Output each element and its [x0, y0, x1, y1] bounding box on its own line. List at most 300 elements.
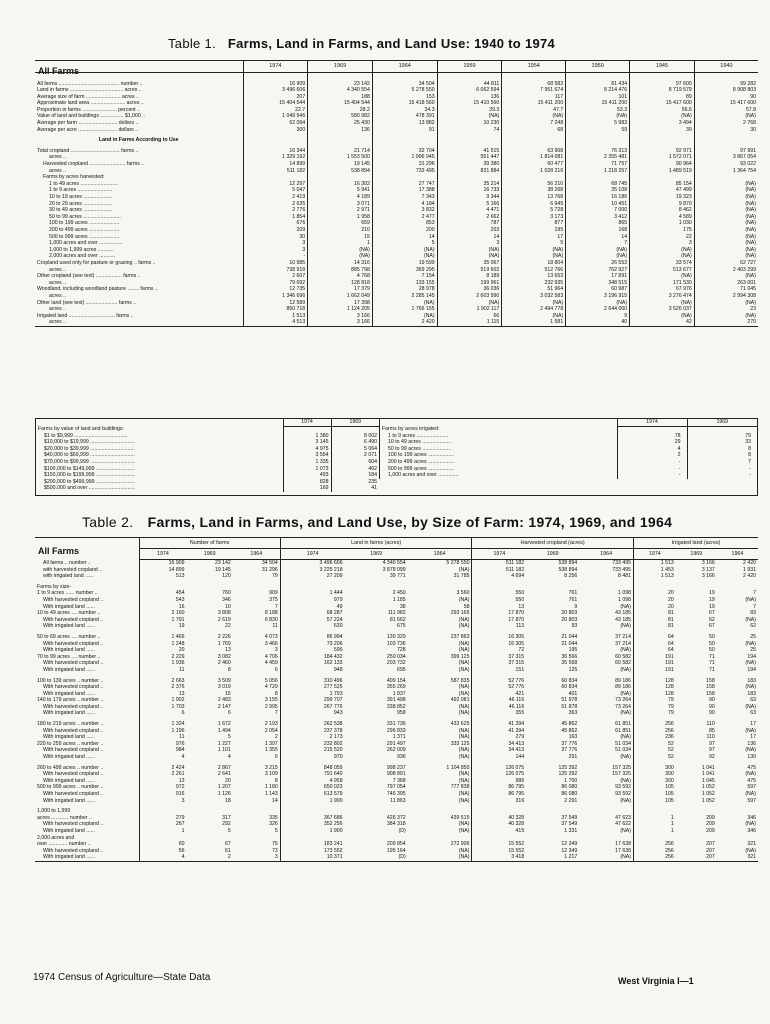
table2-cell: 61: [225, 847, 231, 854]
table1-cell: 263 001: [694, 280, 758, 287]
table2-cell: 22: [225, 623, 231, 630]
table1-cell: (NA): [566, 300, 630, 307]
table2-row-label: With irrigated land ......: [43, 666, 95, 673]
table2-cell: 2 261: [139, 771, 186, 778]
table2-cell: 409 154: [386, 677, 406, 684]
table1-cell: 1 572 071: [630, 154, 695, 161]
table1-cell: 7 000: [566, 207, 630, 214]
table2-cell: 1 513: [634, 573, 676, 580]
table2-cell: [472, 835, 526, 842]
table1-cell: 5 941: [308, 187, 373, 194]
table2-row-label: 50 to 69 acres .... number ..: [37, 633, 101, 640]
table2-cell: 20: [634, 604, 676, 611]
table2-cell: (NA): [458, 616, 470, 623]
table1-cell: 53.3: [566, 107, 630, 114]
table2-cell: 2 867: [217, 764, 231, 771]
table2-year-header: 1974: [139, 549, 186, 560]
table2-cell: 279: [139, 815, 186, 822]
table1-section-row: [35, 133, 758, 148]
table1-cell: 209: [243, 227, 308, 234]
table2-cell: 93 592: [615, 791, 631, 797]
table2-cell: 237 863: [450, 633, 470, 640]
table1-cell: 85 154: [630, 181, 695, 188]
table1-cell: 8 719 579: [630, 87, 695, 94]
table2-cell: 300: [634, 771, 676, 778]
table2-cell: 16 909: [139, 560, 186, 567]
table2-cell: [408, 835, 472, 842]
table1-cell: 2 420: [372, 319, 437, 326]
value-row-label: $40,000 to $69,999 ...............................: [44, 452, 135, 459]
table1-cell: 13 882: [372, 120, 437, 127]
table1-cell: (NA): [308, 253, 373, 260]
table1-year-header: 1959: [437, 61, 502, 73]
table2-cell: [280, 808, 344, 815]
table2-cell: 105: [634, 784, 676, 791]
value-cell: 41: [331, 485, 379, 492]
table1-cell: 1 553 500: [308, 154, 373, 161]
table2-cell: 7 368: [392, 777, 406, 784]
table1-cell: 1 996 945: [372, 154, 437, 161]
table2-cell: 321: [747, 854, 756, 861]
table1-cell: (NA): [372, 300, 437, 307]
table2-cell: 13: [139, 691, 186, 698]
table2-cell: 733 495: [612, 566, 631, 573]
table2-cell: [186, 808, 232, 815]
table2-cell: (NA): [745, 747, 756, 754]
table1-row-label: 10 to 19 acres ....................: [49, 194, 113, 200]
table2-cell: 291: [568, 754, 578, 761]
table1-row: [35, 313, 758, 320]
irrigated-row: [380, 459, 758, 466]
table2-cell: 17 870: [472, 617, 526, 624]
value-row-label: $1 to $9,999 .....................................: [44, 432, 128, 439]
table2-cell: 207: [706, 847, 715, 854]
table1-row: [35, 127, 758, 134]
table2-cell: 1 217: [564, 854, 578, 861]
table2-cell: 256: [634, 854, 676, 861]
table1-cell: 23 142: [308, 81, 373, 88]
value-box-left: [36, 419, 379, 492]
table2-row-label: 140 to 179 acres .. number ..: [37, 697, 104, 704]
table1-cell: 23: [694, 306, 758, 313]
table2-cell: [233, 808, 280, 815]
table2-cell: 2 420: [743, 560, 756, 566]
table2-cell: 71: [709, 660, 715, 667]
table2-cell: 50: [709, 633, 715, 640]
table2-cell: 6 830: [264, 616, 278, 623]
table1-cell: 1 489 519: [630, 168, 695, 175]
value-cell: 235: [331, 479, 379, 486]
table2-row-label: 2,000 acres and: [37, 834, 75, 841]
table2-cell: 17 638: [615, 841, 631, 848]
table1-cell: [630, 174, 695, 181]
table2-title: [82, 514, 672, 530]
table1-row: [35, 293, 758, 300]
table1-spacer-cell: [35, 73, 243, 81]
table2-cell: 1 466: [139, 634, 186, 641]
table2-cell: [634, 835, 676, 842]
table1-cell: 207: [243, 94, 308, 101]
table2-row: [35, 623, 758, 630]
table2-cell: 85: [709, 727, 715, 734]
table2-cell: (NA): [620, 854, 631, 861]
table1-row: [35, 240, 758, 247]
table2-cell: 267 776: [280, 704, 344, 711]
table2-cell: 630: [280, 623, 344, 630]
table2-cell: 277 525: [280, 684, 344, 691]
table2-cell: 49: [280, 604, 344, 611]
table2-cell: (NA): [620, 647, 631, 654]
table2-cell: 51 878: [561, 703, 578, 710]
table2-cell: 6: [274, 666, 278, 673]
table2-cell: 1 791: [139, 617, 186, 624]
table2-row: [35, 815, 758, 822]
table2-cell: 2 173: [280, 734, 344, 741]
table2-cell: [345, 835, 408, 842]
table2-corner: [35, 538, 139, 560]
table2-cell: 126 075: [472, 765, 526, 772]
table1-row-label: Value of land and buildings ................ $1,000 ..: [37, 113, 146, 120]
table2-cell: 105: [634, 791, 676, 798]
table1-cell: 41 515: [437, 148, 502, 155]
table2-cell: 89 186: [615, 677, 631, 684]
table1-cell: 3 032 583: [502, 293, 566, 300]
table2-row-label: With harvested cropland ..: [43, 616, 104, 623]
table1-cell: 3: [243, 240, 308, 247]
table2-cell: 1 703: [139, 704, 186, 711]
table2-cell: 1 052: [701, 784, 715, 791]
table2-cell: 399 125: [450, 653, 470, 660]
table1-cell: 47 499: [630, 187, 695, 194]
table1-row-label: Harvested cropland ......................... farms ..: [43, 161, 145, 168]
table1-cell: 7 248: [502, 120, 566, 127]
table1-cell: (NA): [630, 247, 695, 254]
table2-row: [35, 697, 758, 704]
table1-cell: 33 574: [630, 260, 695, 267]
table2-cell: 267: [139, 821, 186, 828]
table2-cell: 998 237: [386, 764, 406, 771]
table1-cell: 14 899: [243, 161, 308, 168]
table2-cell: 513: [139, 573, 186, 580]
table2-cell: 475: [747, 777, 756, 784]
table2-cell: (D): [398, 854, 406, 861]
table2-cell: 317: [222, 814, 231, 821]
table2-cell: 144: [472, 754, 526, 761]
table1-year-header: 1969: [308, 61, 373, 73]
table1-cell: 1 124 205: [308, 306, 373, 313]
table1-cell: 22: [630, 234, 695, 241]
table1-cell: 1 662 049: [308, 293, 373, 300]
table1-cell: 76 313: [566, 148, 630, 155]
table1-cell: 762 927: [566, 267, 630, 274]
table2-year-header: 1964: [233, 549, 280, 560]
table2-cell: 1 837: [392, 690, 406, 697]
table2-cell: (NA): [620, 734, 631, 741]
table2-cell: 13: [225, 647, 231, 654]
table1-row-label: Woodland, including woodland pasture ........ farms ..: [37, 286, 158, 293]
table2-cell: [579, 835, 633, 842]
table2-cell: 56: [139, 848, 186, 855]
table2-cell: 8: [227, 666, 231, 673]
table1-cell: 128 818: [308, 280, 373, 287]
table2-cell: 209: [706, 821, 715, 828]
irrigated-cell: 33: [687, 439, 757, 446]
table2-cell: 40 328: [472, 821, 526, 828]
table2-cell: 11: [272, 623, 278, 630]
irrigated-row-label: 1,000 acres and over ..............: [388, 472, 459, 479]
table1-cell: 1: [308, 240, 373, 247]
table1-cell: 4 471: [437, 207, 502, 214]
table1-cell: (NA): [630, 273, 695, 280]
table1-row-label: acres ..: [49, 292, 67, 299]
table2-row: [35, 647, 758, 654]
table2-cell: 5 056: [264, 677, 278, 684]
table1-cell: 3 071: [308, 201, 373, 208]
table1-cell: (NA): [630, 313, 695, 320]
table1-cell: [372, 174, 437, 181]
table2-cell: 2 619: [217, 616, 231, 623]
table2-cell: 125 392: [558, 771, 578, 778]
table2-cell: [579, 584, 633, 591]
table2-cell: 10 371: [280, 854, 344, 861]
table2-cell: 421: [472, 691, 526, 698]
table1-cell: 68 583: [502, 81, 566, 88]
irrigated-cell: 29: [617, 439, 687, 446]
table2-cell: (NA): [458, 684, 470, 691]
table1-cell: (NA): [694, 181, 758, 188]
table2-cell: 4 706: [264, 653, 278, 660]
table2-cell: 3 109: [264, 771, 278, 778]
table1-cell: 15 417 600: [630, 100, 695, 107]
table1-row-label: Cropland used only for pasture or grazing .. farms ..: [37, 259, 156, 266]
table2-cell: (NA): [620, 710, 631, 717]
table1-cell: 14 316: [308, 260, 373, 267]
table2-cell: 86 994: [280, 634, 344, 641]
table1-cell: 4 189: [308, 194, 373, 201]
table2-cell: [408, 584, 472, 591]
table2-row: [35, 798, 758, 805]
table1-cell: 6 062 594: [437, 87, 502, 94]
table2-cell: 2 193: [264, 721, 278, 728]
table2-cell: [472, 584, 526, 591]
table2-row-label: 1 to 9 acres ...... number ..: [37, 590, 98, 597]
table2-cell: (NA): [458, 703, 470, 710]
table2-year-header: 1964: [408, 549, 472, 560]
table1-row-label: 100 to 199 acres .....................: [49, 220, 120, 227]
table1-row: [35, 253, 758, 260]
table2-label: Table 2.: [82, 514, 134, 530]
table2-cell: 86 080: [561, 791, 578, 797]
table1-row: [35, 94, 758, 101]
table1-cell: 2 644 000: [566, 306, 630, 313]
table2-cell: 41 394: [472, 721, 526, 728]
table2-cell: 183 241: [280, 841, 344, 848]
table2-year-header: 1974: [280, 549, 344, 560]
table1-row-label: acres ..: [49, 279, 67, 286]
table2-row-label: With harvested cropland ..: [43, 821, 104, 828]
table2-cell: [408, 808, 472, 815]
table2-group-header: Harvested cropland (acres): [472, 538, 634, 549]
table2-cell: 943: [280, 710, 344, 717]
value-box-right-year: 1969: [687, 419, 757, 426]
table2-cell: 916: [139, 791, 186, 798]
table2-cell: 86 080: [561, 784, 578, 791]
table1-cell: (NA): [437, 113, 502, 120]
table1-cell: 3 276 474: [630, 293, 695, 300]
table2-cell: 73 206: [280, 641, 344, 648]
table1-cell: 16 344: [243, 148, 308, 155]
table2-cell: 173 552: [280, 848, 344, 855]
table2-cell: 3 137: [701, 566, 715, 573]
table2-cell: 355 269: [386, 684, 406, 691]
table2-cell: (NA): [458, 566, 470, 573]
value-box-left-year: 1969: [331, 419, 379, 426]
table2-row-label: 1,000 to 1,999: [37, 808, 71, 815]
table2-cell: 2 226: [217, 633, 231, 640]
table1-cell: 67 976: [630, 286, 695, 293]
value-cell: 604: [331, 459, 379, 466]
table2-cell: 1 397: [264, 740, 278, 747]
table2-cell: 908 891: [386, 771, 406, 778]
table2-cell: 797 054: [386, 784, 406, 791]
table2-year-header: 1969: [526, 549, 579, 560]
irrigated-cell: 7: [687, 459, 757, 466]
irrigated-cell: 8: [687, 446, 757, 453]
table2-cell: 550: [472, 590, 526, 597]
table1-cell: 733 495: [372, 168, 437, 175]
table2-cell: 1: [139, 828, 186, 835]
table2-row: [35, 641, 758, 648]
table2-cell: 128: [634, 684, 676, 691]
table2-cell: [139, 835, 186, 842]
table1-cell: 738 918: [243, 267, 308, 274]
table1-spacer-cell: [502, 73, 566, 81]
table1-row-label: 2,000 acres and over ...........: [49, 253, 116, 260]
irrigated-row-label: 100 to 199 acres ..................: [388, 452, 455, 459]
irrigated-cell: 8: [687, 452, 757, 459]
table2-year-header: 1964: [579, 549, 633, 560]
table1-cell: (NA): [630, 113, 695, 120]
table1-cell: 787: [437, 220, 502, 227]
table1-cell: (NA): [694, 201, 758, 208]
table2-row: [35, 848, 758, 855]
table2-cell: 1 041: [701, 764, 715, 771]
table2-cell: (NA): [620, 666, 631, 673]
table1-row-label: Average per acre ........................... dollars ..: [37, 126, 139, 133]
table2-row-label: with harvested cropland ..: [43, 566, 103, 573]
table2-cell: 17: [750, 734, 756, 741]
irrigated-cell: -: [687, 466, 757, 473]
table2-cell: 256: [634, 841, 676, 848]
irrigated-cell: 78: [617, 433, 687, 440]
table1-cell: 17 379: [308, 286, 373, 293]
value-row: [36, 452, 379, 459]
table2-cell: 2 460: [217, 660, 231, 667]
table2-cell: 79: [634, 710, 676, 717]
table1-row: [35, 300, 758, 307]
table1-cell: 36 036: [437, 286, 502, 293]
table2-cell: 183: [747, 677, 756, 684]
table2-row-label: with irrigated land ......: [43, 573, 94, 580]
table1-cell: 2 971: [308, 207, 373, 214]
table2-cell: 300: [634, 765, 676, 772]
table1-row: [35, 214, 758, 221]
table1-cell: 2 607: [243, 273, 308, 280]
table2-cell: 43 185: [615, 610, 631, 617]
table2-cell: 2 160: [139, 610, 186, 617]
table1-cell: 2 285 145: [372, 293, 437, 300]
table2-heading: Farms, Land in Farms, and Land Use, by Size of Farm: 1974, 1969, and 1964: [147, 514, 673, 530]
table1-cell: (NA): [630, 300, 695, 307]
table1-cell: 210: [308, 227, 373, 234]
table2-cell: 110: [706, 734, 715, 741]
table1-cell: 2 994 308: [694, 293, 758, 300]
table2-cell: [579, 808, 633, 815]
table1-cell: 93 022: [694, 161, 758, 168]
table2-cell: [280, 584, 344, 591]
table1-cell: 74: [437, 127, 502, 134]
table1-cell: 13 653: [502, 273, 566, 280]
table1-cell: 9 344: [437, 194, 502, 201]
table2-row-label: With irrigated land ......: [43, 827, 95, 834]
value-cell: 1 073: [283, 466, 331, 473]
table1-cell: 885 798: [308, 267, 373, 274]
table1-cell: 8 214 476: [566, 87, 630, 94]
table1-row-label: Proportion in farms ........................ percent ..: [37, 106, 140, 113]
table2-cell: 11: [139, 667, 186, 674]
table2-cell: 16: [139, 604, 186, 611]
table2-cell: 51 978: [561, 697, 578, 704]
table1-cell: 1 329 192: [243, 154, 308, 161]
table1-cell: 1 030: [630, 220, 695, 227]
table2-cell: 8 256: [564, 573, 578, 580]
table1-cell: (NA): [694, 227, 758, 234]
table2-cell: 979: [280, 597, 344, 604]
table1-cell: 17 891: [566, 273, 630, 280]
table2-cell: 86 795: [472, 784, 526, 791]
table2-cell: 3: [274, 854, 278, 861]
table2-row: [35, 784, 758, 791]
value-row: [36, 459, 379, 466]
value-box-left-body: [36, 433, 379, 492]
table2-year-header: 1969: [345, 549, 408, 560]
table1-cell: 850 718: [243, 306, 308, 313]
table2-cell: 130 329: [386, 633, 406, 640]
table1-spacer-cell: [630, 133, 695, 148]
table1-cell: 12 735: [243, 286, 308, 293]
value-cell: 1 380: [283, 433, 331, 440]
table1-cell: 2 477: [372, 214, 437, 221]
table2-cell: [345, 808, 408, 815]
table1-cell: 4 768: [308, 273, 373, 280]
table1-cell: 60 987: [566, 286, 630, 293]
value-cell: 5 064: [331, 446, 379, 453]
table2-cell: (NA): [745, 660, 756, 667]
table2-cell: 1 444: [280, 590, 344, 597]
table2-cell: 1 900: [280, 828, 344, 835]
table2-row: [35, 590, 758, 597]
table2-row-label: 500 to 999 acres .. number ..: [37, 784, 104, 791]
table2-cell: 4 459: [264, 660, 278, 667]
table1-cell: 56 210: [502, 181, 566, 188]
table1-cell: 8 908 803: [694, 87, 758, 94]
table2-cell: 73 264: [615, 697, 631, 704]
table2-cell: 256: [634, 728, 676, 735]
table2-cell: 62: [750, 623, 756, 630]
table2-cell: 20: [634, 590, 676, 597]
table2-cell: (NA): [458, 596, 470, 603]
table2-row-label: With harvested cropland ..: [43, 660, 104, 667]
